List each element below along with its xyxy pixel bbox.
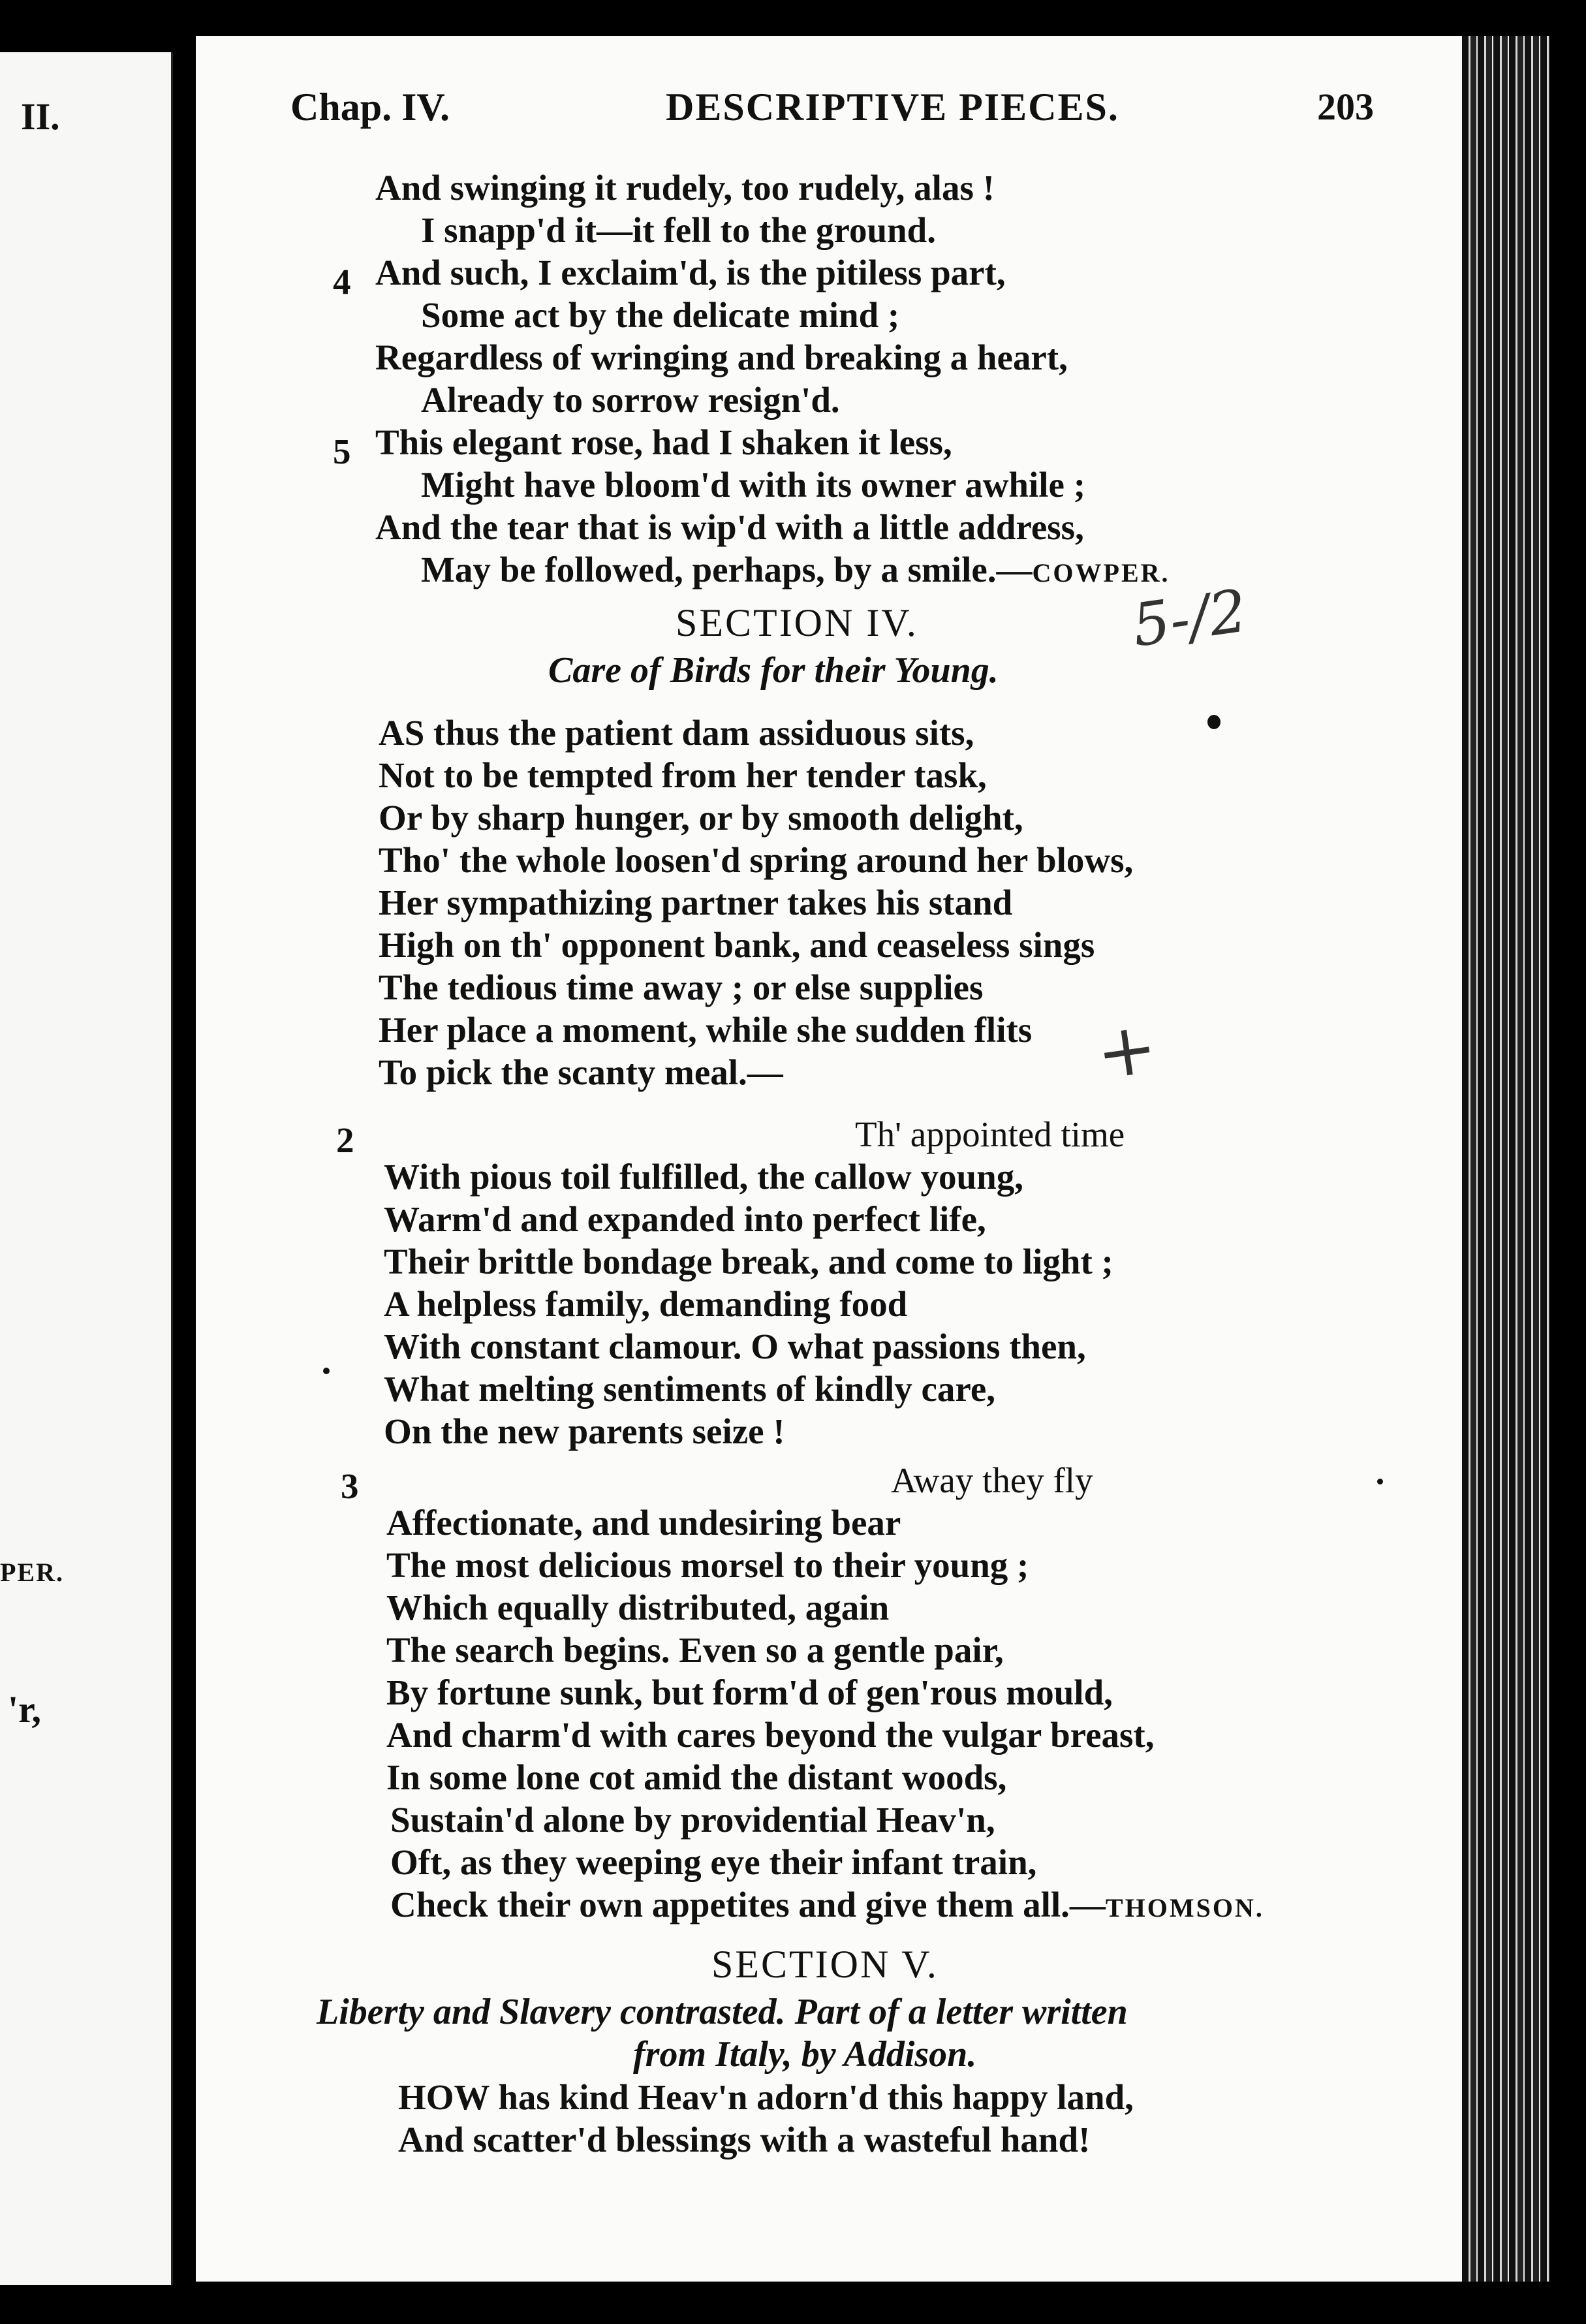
handwritten-mark: 5-/2 <box>1128 576 1251 661</box>
poem-line: Some act by the delicate mind ; <box>421 295 900 335</box>
page-edge <box>1462 36 1550 2282</box>
poem-line: And scatter'd blessings with a wasteful hand! <box>398 2120 1091 2159</box>
poem-line: To pick the scanty meal.— <box>379 1052 783 1092</box>
book-page <box>196 36 1462 2282</box>
poem-line: Which equally distributed, again <box>386 1588 890 1627</box>
handwritten-mark: + <box>1091 1005 1162 1096</box>
poem-line: Their brittle bondage break, and come to light ; <box>384 1242 1113 1281</box>
stanza-number: 4 <box>333 262 351 302</box>
stanza-number: 2 <box>336 1120 354 1160</box>
attribution: THOMSON. <box>1105 1893 1264 1923</box>
poem-line: Oft, as they weeping eye their infant train, <box>390 1842 1037 1882</box>
stanza-number: 3 <box>341 1466 359 1506</box>
facing-page <box>0 52 173 2285</box>
facing-page-fragment: 'r, <box>8 1688 42 1731</box>
stanza-number: 5 <box>333 432 351 471</box>
poem-line: And the tear that is wip'd with a little address, <box>375 507 1084 547</box>
poem-line: A helpless family, demanding food <box>384 1284 908 1324</box>
poem-line <box>390 1883 1264 1930</box>
poem-line <box>421 548 1170 595</box>
section-heading: SECTION IV. <box>676 601 918 644</box>
poem-line: Or by sharp hunger, or by smooth delight, <box>379 798 1023 838</box>
poem-line: What melting sentiments of kindly care, <box>384 1369 996 1409</box>
page-title: DESCRIPTIVE PIECES. <box>666 86 1119 129</box>
poem-line: And such, I exclaim'd, is the pitiless part, <box>375 253 1006 292</box>
poem-line: High on th' opponent bank, and ceaseless sings <box>379 925 1095 965</box>
ink-speck <box>1207 715 1221 729</box>
poem-line: The tedious time away ; or else supplies <box>379 967 984 1007</box>
poem-line: Affectionate, and undesiring bear <box>386 1503 901 1543</box>
poem-line: Not to be tempted from her tender task, <box>379 755 987 795</box>
poem-line: This elegant rose, had I shaken it less, <box>375 422 952 462</box>
facing-page-fragment: PER. <box>0 1558 64 1587</box>
poem-line: AS thus the patient dam assiduous sits, <box>379 713 974 753</box>
attribution: COWPER. <box>1032 558 1170 588</box>
page-number: 203 <box>1317 86 1374 128</box>
section-subtitle: Liberty and Slavery contrasted. Part of a letter written <box>317 1992 1128 2032</box>
poem-line: Already to sorrow resign'd. <box>421 380 840 420</box>
facing-page-fragment: II. <box>21 95 60 138</box>
section-heading: SECTION V. <box>711 1943 939 1986</box>
poem-line: Her sympathizing partner takes his stand <box>379 883 1013 922</box>
ink-speck <box>323 1368 330 1374</box>
poem-line: With constant clamour. O what passions then, <box>384 1327 1086 1366</box>
poem-line: The most delicious morsel to their young ; <box>386 1545 1029 1585</box>
poem-line: Her place a moment, while she sudden flits <box>379 1010 1033 1050</box>
poem-line: Tho' the whole loosen'd spring around her blows, <box>379 840 1134 880</box>
poem-line: Th' appointed time <box>855 1114 1125 1154</box>
poem-line: With pious toil fulfilled, the callow young, <box>384 1157 1023 1197</box>
poem-line: And swinging it rudely, too rudely, alas ! <box>375 168 995 208</box>
poem-line: HOW has kind Heav'n adorn'd this happy land, <box>398 2077 1134 2117</box>
poem-line: Regardless of wringing and breaking a heart, <box>375 338 1068 377</box>
poem-line: Away they fly <box>891 1460 1093 1500</box>
poem-line-text: May be followed, perhaps, by a smile.— <box>421 550 1033 589</box>
chapter-label: Chap. IV. <box>290 86 450 129</box>
ink-speck <box>1377 1479 1383 1484</box>
section-subtitle: Care of Birds for their Young. <box>548 650 999 691</box>
poem-line: The search begins. Even so a gentle pair, <box>386 1630 1004 1670</box>
poem-line: And charm'd with cares beyond the vulgar breast, <box>386 1715 1155 1755</box>
running-head <box>290 85 1472 144</box>
poem-line: Might have bloom'd with its owner awhile ; <box>421 465 1086 505</box>
poem-line-text: Check their own appetites and give them all.— <box>390 1885 1106 1924</box>
poem-line: By fortune sunk, but form'd of gen'rous mould, <box>386 1672 1113 1712</box>
poem-line: On the new parents seize ! <box>384 1411 785 1451</box>
poem-line: I snapp'd it—it fell to the ground. <box>421 210 936 250</box>
section-subtitle: from Italy, by Addison. <box>633 2034 977 2075</box>
poem-line: Sustain'd alone by providential Heav'n, <box>390 1800 995 1840</box>
poem-line: Warm'd and expanded into perfect life, <box>384 1199 986 1239</box>
poem-line: In some lone cot amid the distant woods, <box>386 1757 1007 1797</box>
